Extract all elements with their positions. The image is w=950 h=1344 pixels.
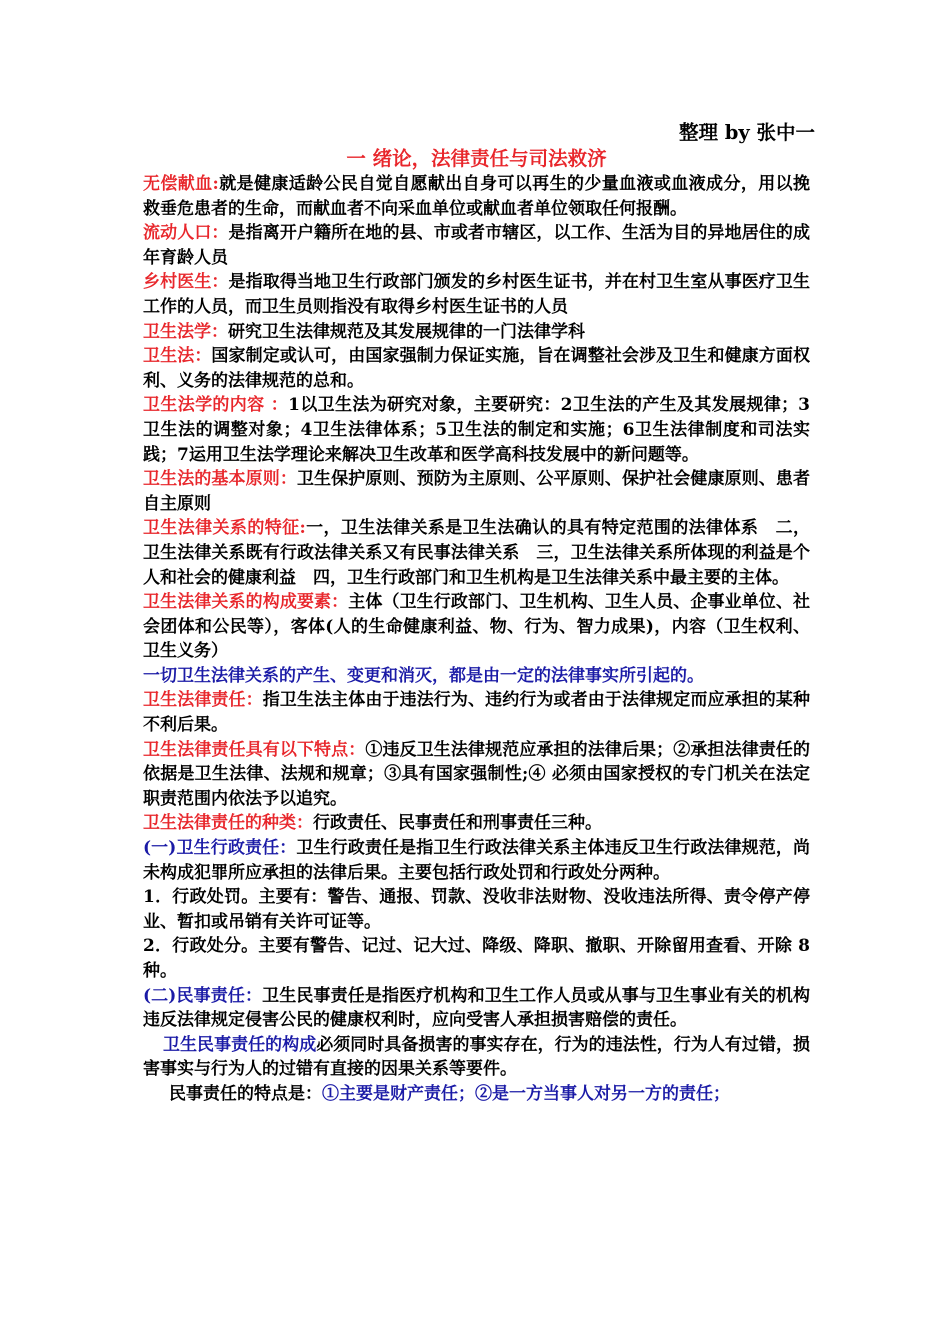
paragraph-health-law [143, 344, 810, 393]
term-label: 乡村医生： [143, 272, 229, 293]
author-line: 整理 by 张中一 [678, 121, 815, 144]
term-label: 卫生法学： [143, 321, 228, 342]
paragraph-civil-liability [143, 984, 810, 1033]
paragraph-liability-types [143, 811, 810, 836]
term-definition: 是指离开户籍所在地的县、市或者市辖区，以工作、生活为目的异地居住的成年育龄人员 [143, 223, 811, 268]
paragraph-liability-features [143, 738, 810, 812]
paragraph-civil-liability-constitution [143, 1033, 810, 1082]
term-label: 卫生法律责任具有以下特点： [143, 739, 366, 760]
paragraph-civil-liability-characteristics [143, 1082, 810, 1107]
paragraph-health-law-science [143, 320, 810, 345]
term-definition: 是指取得当地卫生行政部门颁发的乡村医生证书，并在村卫生室从事医疗卫生工作的人员，而卫生员则指没有取得乡村医生证书的人员 [143, 272, 811, 317]
term-label: 卫生法的基本原则： [143, 469, 297, 490]
term-definition: 一，卫生法律关系是卫生法确认的具有特定范围的法律体系 二，卫生法律关系既有行政法律关系又有民事法律关系 三，卫生法律关系所体现的利益是个人和社会的健康利益 四，卫生行政部门和卫生机构是卫生法律关系中最主要的主体。 [143, 518, 810, 588]
term-label: (二)民事责任： [143, 985, 263, 1006]
paragraph-legal-liability [143, 688, 810, 737]
paragraph-basic-principles [143, 467, 810, 516]
term-label: 卫生法律关系的特征: [143, 518, 306, 539]
paragraph-village-doctor [143, 270, 810, 319]
term-definition: 1以卫生法为研究对象，主要研究：2卫生法的产生及其发展规律；3卫生法的调整对象；4卫生法律体系；5卫生法的制定和实施；6卫生法律制度和司法实践；7运用卫生法学理论来解决卫生改革和医学高科技发展中的新问题等。 [143, 395, 810, 465]
term-label: 卫生法学的内容 ： [143, 395, 289, 416]
paragraph-content-of-health-law-science [143, 393, 810, 467]
paragraph-legal-facts: 一切卫生法律关系的产生、变更和消灭，都是由一定的法律事实所引起的。 [143, 665, 704, 686]
term-definition: 行政责任、民事责任和刑事责任三种。 [313, 813, 602, 834]
term-label: 卫生法律关系的构成要素： [143, 592, 349, 613]
term-label: 流动人口： [143, 223, 229, 244]
term-definition: ①主要是财产责任；②是一方当事人对另一方的责任； [322, 1083, 730, 1104]
term-label: (一)卫生行政责任： [143, 838, 297, 859]
term-definition: 卫生行政责任是指卫生行政法律关系主体违反卫生行政法律规范，尚未构成犯罪所应承担的法律后果。主要包括行政处罚和行政处分两种。 [143, 838, 811, 883]
paragraph-constituent-elements [143, 590, 810, 664]
term-definition: 卫生保护原则、预防为主原则、公平原则、保护社会健康原则、患者自主原则 [143, 469, 811, 514]
term-definition: 研究卫生法律规范及其发展规律的一门法律学科 [228, 321, 585, 342]
term-definition: 主体（卫生行政部门、卫生机构、卫生人员、企事业单位、社会团体和公民等），客体(人的生命健康利益、物、行为、智力成果)，内容（卫生权利、卫生义务） [143, 592, 811, 662]
paragraph-floating-population [143, 221, 810, 270]
term-lead: 民事责任的特点是： [169, 1083, 322, 1104]
term-definition: 国家制定或认可，由国家强制力保证实施，旨在调整社会涉及卫生和健康方面权利、义务的法律规范的总和。 [143, 346, 810, 391]
term-definition: 指卫生法主体由于违法行为、违约行为或者由于法律规定而应承担的某种不利后果。 [143, 690, 811, 736]
term-label: 卫生法律责任的种类： [143, 813, 313, 834]
paragraph-relationship-features [143, 516, 810, 590]
term-definition: 就是健康适龄公民自觉自愿献出自身可以再生的少量血液或血液成分，用以挽救垂危患者的生命，而献血者不向采血单位或献血者单位领取任何报酬。 [143, 174, 810, 219]
paragraph-administrative-sanction: 2．行政处分。主要有警告、记过、记大过、降级、降职、撤职、开除留用查看、开除 8 种。 [143, 936, 810, 981]
term-label: 卫生法： [143, 346, 212, 367]
term-label: 卫生法律责任： [143, 690, 263, 711]
term-label: 卫生民事责任的构成 [163, 1034, 317, 1055]
term-definition: ①违反卫生法律规范应承担的法律后果；②承担法律责任的依据是卫生法律、法规和规章；③具有国家强制性;④ 必须由国家授权的专门机关在法定职责范围内依法予以追究。 [143, 739, 811, 809]
paragraph-voluntary-blood-donation [143, 172, 810, 221]
chapter-title: 一 绪论，法律责任与司法救济 [346, 147, 607, 170]
paragraph-administrative-penalty: 1．行政处罚。主要有：警告、通报、罚款、没收非法财物、没收违法所得、责令停产停业、暂扣或吊销有关许可证等。 [143, 887, 810, 932]
paragraph-administrative-liability [143, 836, 810, 885]
term-definition: 必须同时具备损害的事实存在，行为的违法性，行为人有过错，损害事实与行为人的过错有直接的因果关系等要件。 [143, 1034, 811, 1080]
term-definition: 卫生民事责任是指医疗机构和卫生工作人员或从事与卫生事业有关的机构违反法律规定侵害公民的健康权利时，应向受害人承担损害赔偿的责任。 [143, 985, 810, 1031]
term-label: 无偿献血: [143, 174, 219, 194]
document-body [143, 119, 815, 1107]
